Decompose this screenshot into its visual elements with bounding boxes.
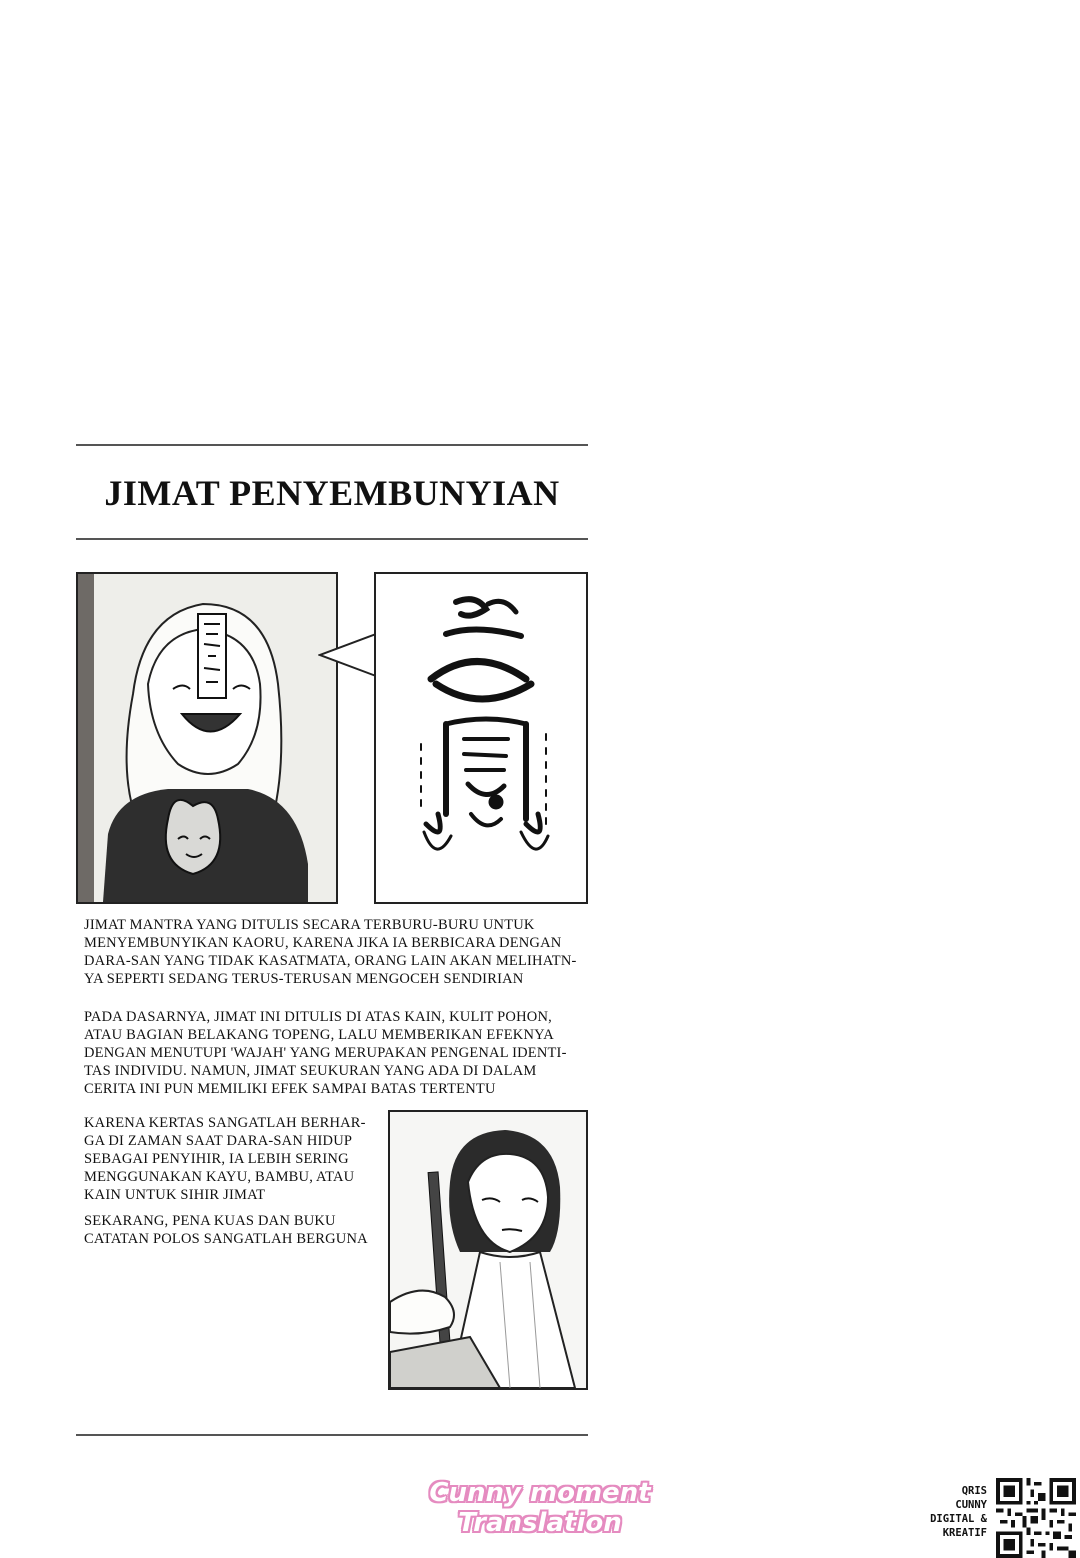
talisman-glyph-icon [376,574,586,902]
paragraph-materials: KARENA KERTAS SANGATLAH BERHAR- GA DI ZAMAN SAAT DARA-SAN HIDUP SEBAGAI PENYIHIR, IA LEBIH SERING MENGGUNAKAN KAYU, BAMBU, ATAU KAIN UNTUK SIHIR JIMAT [84,1115,366,1203]
speech-bubble-tail [318,630,380,680]
title-underline [76,538,588,540]
paragraph-modern-tools: SEKARANG, PENA KUAS DAN BUKU CATATAN POLOS SANGATLAH BERGUNA [84,1213,368,1247]
watermark-line-1: Cunny moment [429,1478,651,1508]
page-title: JIMAT PENYEMBUNYIAN [104,473,560,513]
qr-code-icon [996,1478,1076,1558]
top-rule [76,444,588,446]
illustration-girl-with-talisman [76,572,338,904]
illustration-woman-writing [388,1110,588,1390]
watermark-line-2: Translation [458,1508,622,1538]
bottom-rule [76,1434,588,1436]
paragraph-origin: PADA DASARNYA, JIMAT INI DITULIS DI ATAS KAIN, KULIT POHON, ATAU BAGIAN BELAKANG TOPENG, LALU MEMBERIKAN EFEKNYA DENGAN MENUTUPI 'WAJAH' YANG MERUPAKAN PENGENAL IDENTI- TAS INDIVIDU. NAMUN, JIMAT SEUKURAN YANG ADA DI DALAM CERITA INI PUN MEMILIKI EFEK SAMPAI BATAS TERTENTU [84,1009,567,1097]
paragraph-intro: JIMAT MANTRA YANG DITULIS SECARA TERBURU-BURU UNTUK MENYEMBUNYIKAN KAORU, KARENA JIKA IA BERBICARA DENGAN DARA-SAN YANG TIDAK KASATMATA, ORANG LAIN AKAN MELIHATN- YA SEPERTI SEDANG TERUS-TERUSAN MENGOCEH SENDIRIAN [84,917,577,987]
translator-watermark [420,1478,660,1538]
qris-label: QRIS CUNNY DIGITAL & KREATIF [930,1485,987,1539]
talisman-calligraphy-panel [374,572,588,904]
